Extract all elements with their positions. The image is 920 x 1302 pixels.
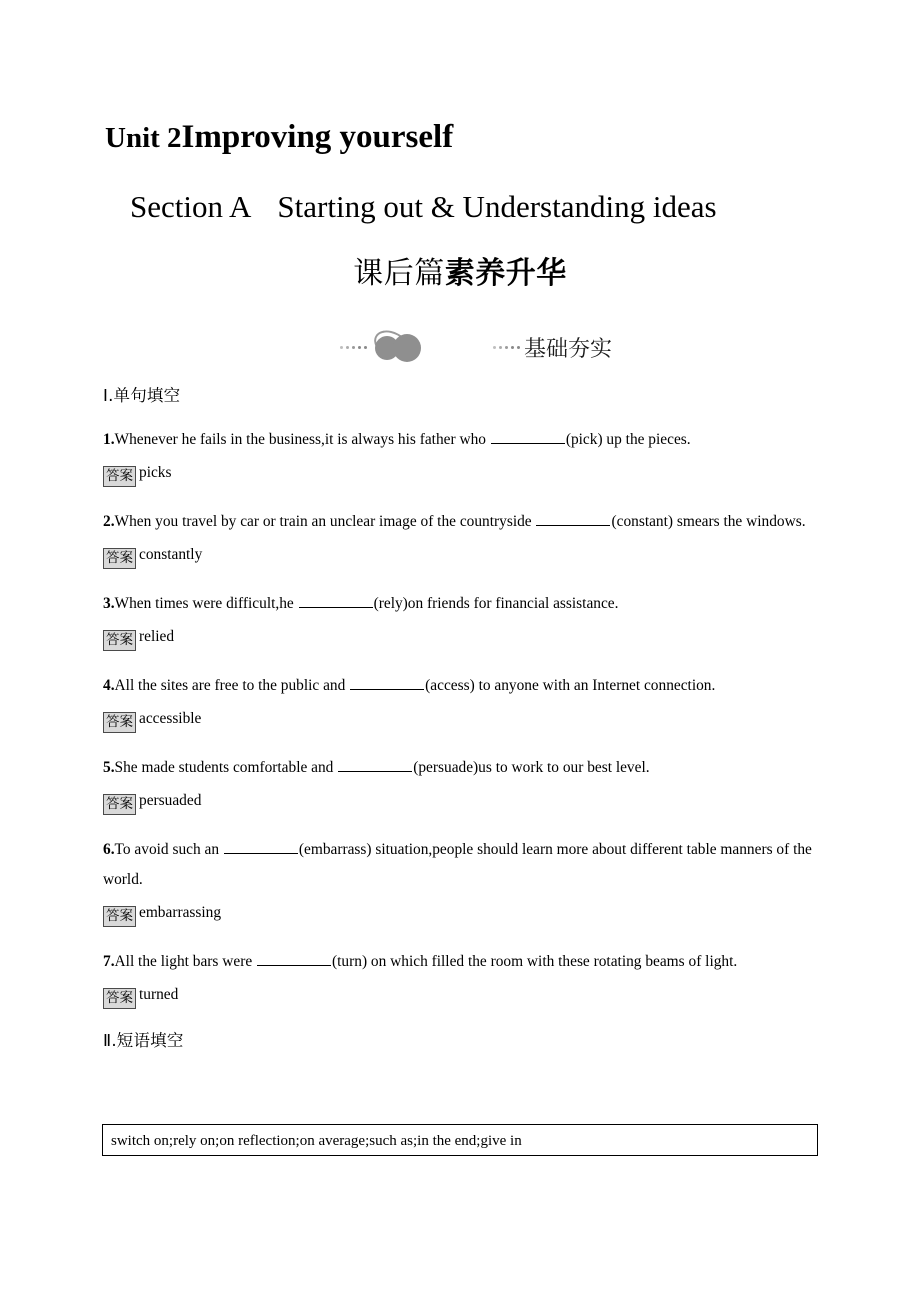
question-text-after: (pick) up the pieces. (565, 430, 691, 448)
answer-blank[interactable] (338, 758, 412, 772)
question-number: 1. (103, 430, 115, 448)
answer-text: constantly (139, 545, 203, 563)
question-text-before: All the sites are free to the public and (114, 676, 350, 694)
answer-blank[interactable] (491, 430, 565, 444)
question-text-after: (embarrass) situation,people should learn more about different table manners of the world. (103, 840, 812, 888)
chinese-banner (0, 256, 920, 292)
answer-row-3 (103, 624, 819, 651)
answer-blank[interactable] (257, 952, 331, 966)
answer-blank[interactable] (536, 512, 610, 526)
decorative-inner (340, 328, 612, 366)
answer-text: accessible (139, 709, 202, 727)
answer-blank[interactable] (350, 676, 424, 690)
question-number: 7. (103, 952, 115, 970)
question-text-before: All the light bars were (114, 952, 257, 970)
unit-name: Improving yourself (181, 119, 454, 155)
question-text-before: When times were difficult,he (114, 594, 298, 612)
answer-blank[interactable] (299, 594, 373, 608)
question-text-before: Whenever he fails in the business,it is always his father who (114, 430, 490, 448)
question-2 (103, 507, 819, 537)
word-bank-box (102, 1124, 818, 1156)
answer-badge: 答案 (103, 988, 136, 1009)
decorative-row (0, 328, 920, 366)
question-text-before: When you travel by car or train an unclear image of the countryside (114, 512, 536, 530)
question-number: 2. (103, 512, 115, 530)
answer-badge: 答案 (103, 906, 136, 927)
exercise-content (103, 386, 819, 1051)
section-label: Section A (130, 189, 252, 224)
section-roman-1: Ⅰ (103, 386, 109, 405)
answer-badge: 答案 (103, 548, 136, 569)
section-heading-text-2: .短语填空 (111, 1030, 184, 1050)
section-heading-1 (103, 386, 819, 406)
answer-badge: 答案 (103, 712, 136, 733)
section-roman-2: Ⅱ (103, 1030, 112, 1050)
answer-text: turned (139, 985, 179, 1003)
page-title (105, 119, 453, 155)
question-text-after: (rely)on friends for financial assistance. (373, 594, 619, 612)
section-name: Starting out & Understanding ideas (277, 189, 717, 224)
question-5 (103, 753, 819, 783)
question-number: 3. (103, 594, 115, 612)
question-text-after: (constant) smears the windows. (611, 512, 806, 530)
question-3 (103, 589, 819, 619)
question-1 (103, 425, 819, 455)
answer-row-6 (103, 900, 819, 927)
question-number: 4. (103, 676, 115, 694)
answer-text: persuaded (139, 791, 202, 809)
dots-icon (340, 346, 367, 349)
answer-row-5 (103, 788, 819, 815)
double-circle-icon (373, 332, 431, 362)
answer-text: embarrassing (139, 903, 222, 921)
question-text-before: To avoid such an (114, 840, 223, 858)
word-bank-text: switch on;rely on;on reflection;on average;such as;in the end;give in (111, 1133, 522, 1149)
question-number: 6. (103, 840, 115, 858)
question-text-after: (persuade)us to work to our best level. (413, 758, 650, 776)
answer-badge: 答案 (103, 466, 136, 487)
answer-text: relied (139, 627, 175, 645)
section-heading-text-1: .单句填空 (108, 386, 181, 405)
answer-badge: 答案 (103, 794, 136, 815)
question-text-before: She made students comfortable and (114, 758, 338, 776)
decorative-label: 基础夯实 (524, 336, 613, 362)
banner-light-text: 课后篇 (353, 256, 445, 291)
dots-icon-2 (493, 346, 520, 349)
question-6 (103, 835, 819, 895)
section-heading-2 (103, 1031, 819, 1051)
banner-heavy-text: 素养升华 (444, 256, 567, 291)
section-subtitle (130, 190, 717, 224)
question-number: 5. (103, 758, 115, 776)
answer-row-7 (103, 982, 819, 1009)
question-text-after: (access) to anyone with an Internet connection. (425, 676, 716, 694)
answer-row-4 (103, 706, 819, 733)
question-4 (103, 671, 819, 701)
answer-blank[interactable] (224, 840, 298, 854)
question-text-after: (turn) on which filled the room with these rotating beams of light. (332, 952, 738, 970)
unit-label: Unit 2 (105, 122, 182, 154)
answer-badge: 答案 (103, 630, 136, 651)
answer-text: picks (139, 463, 172, 481)
answer-row-2 (103, 542, 819, 569)
question-7 (103, 947, 819, 977)
answer-row-1 (103, 460, 819, 487)
